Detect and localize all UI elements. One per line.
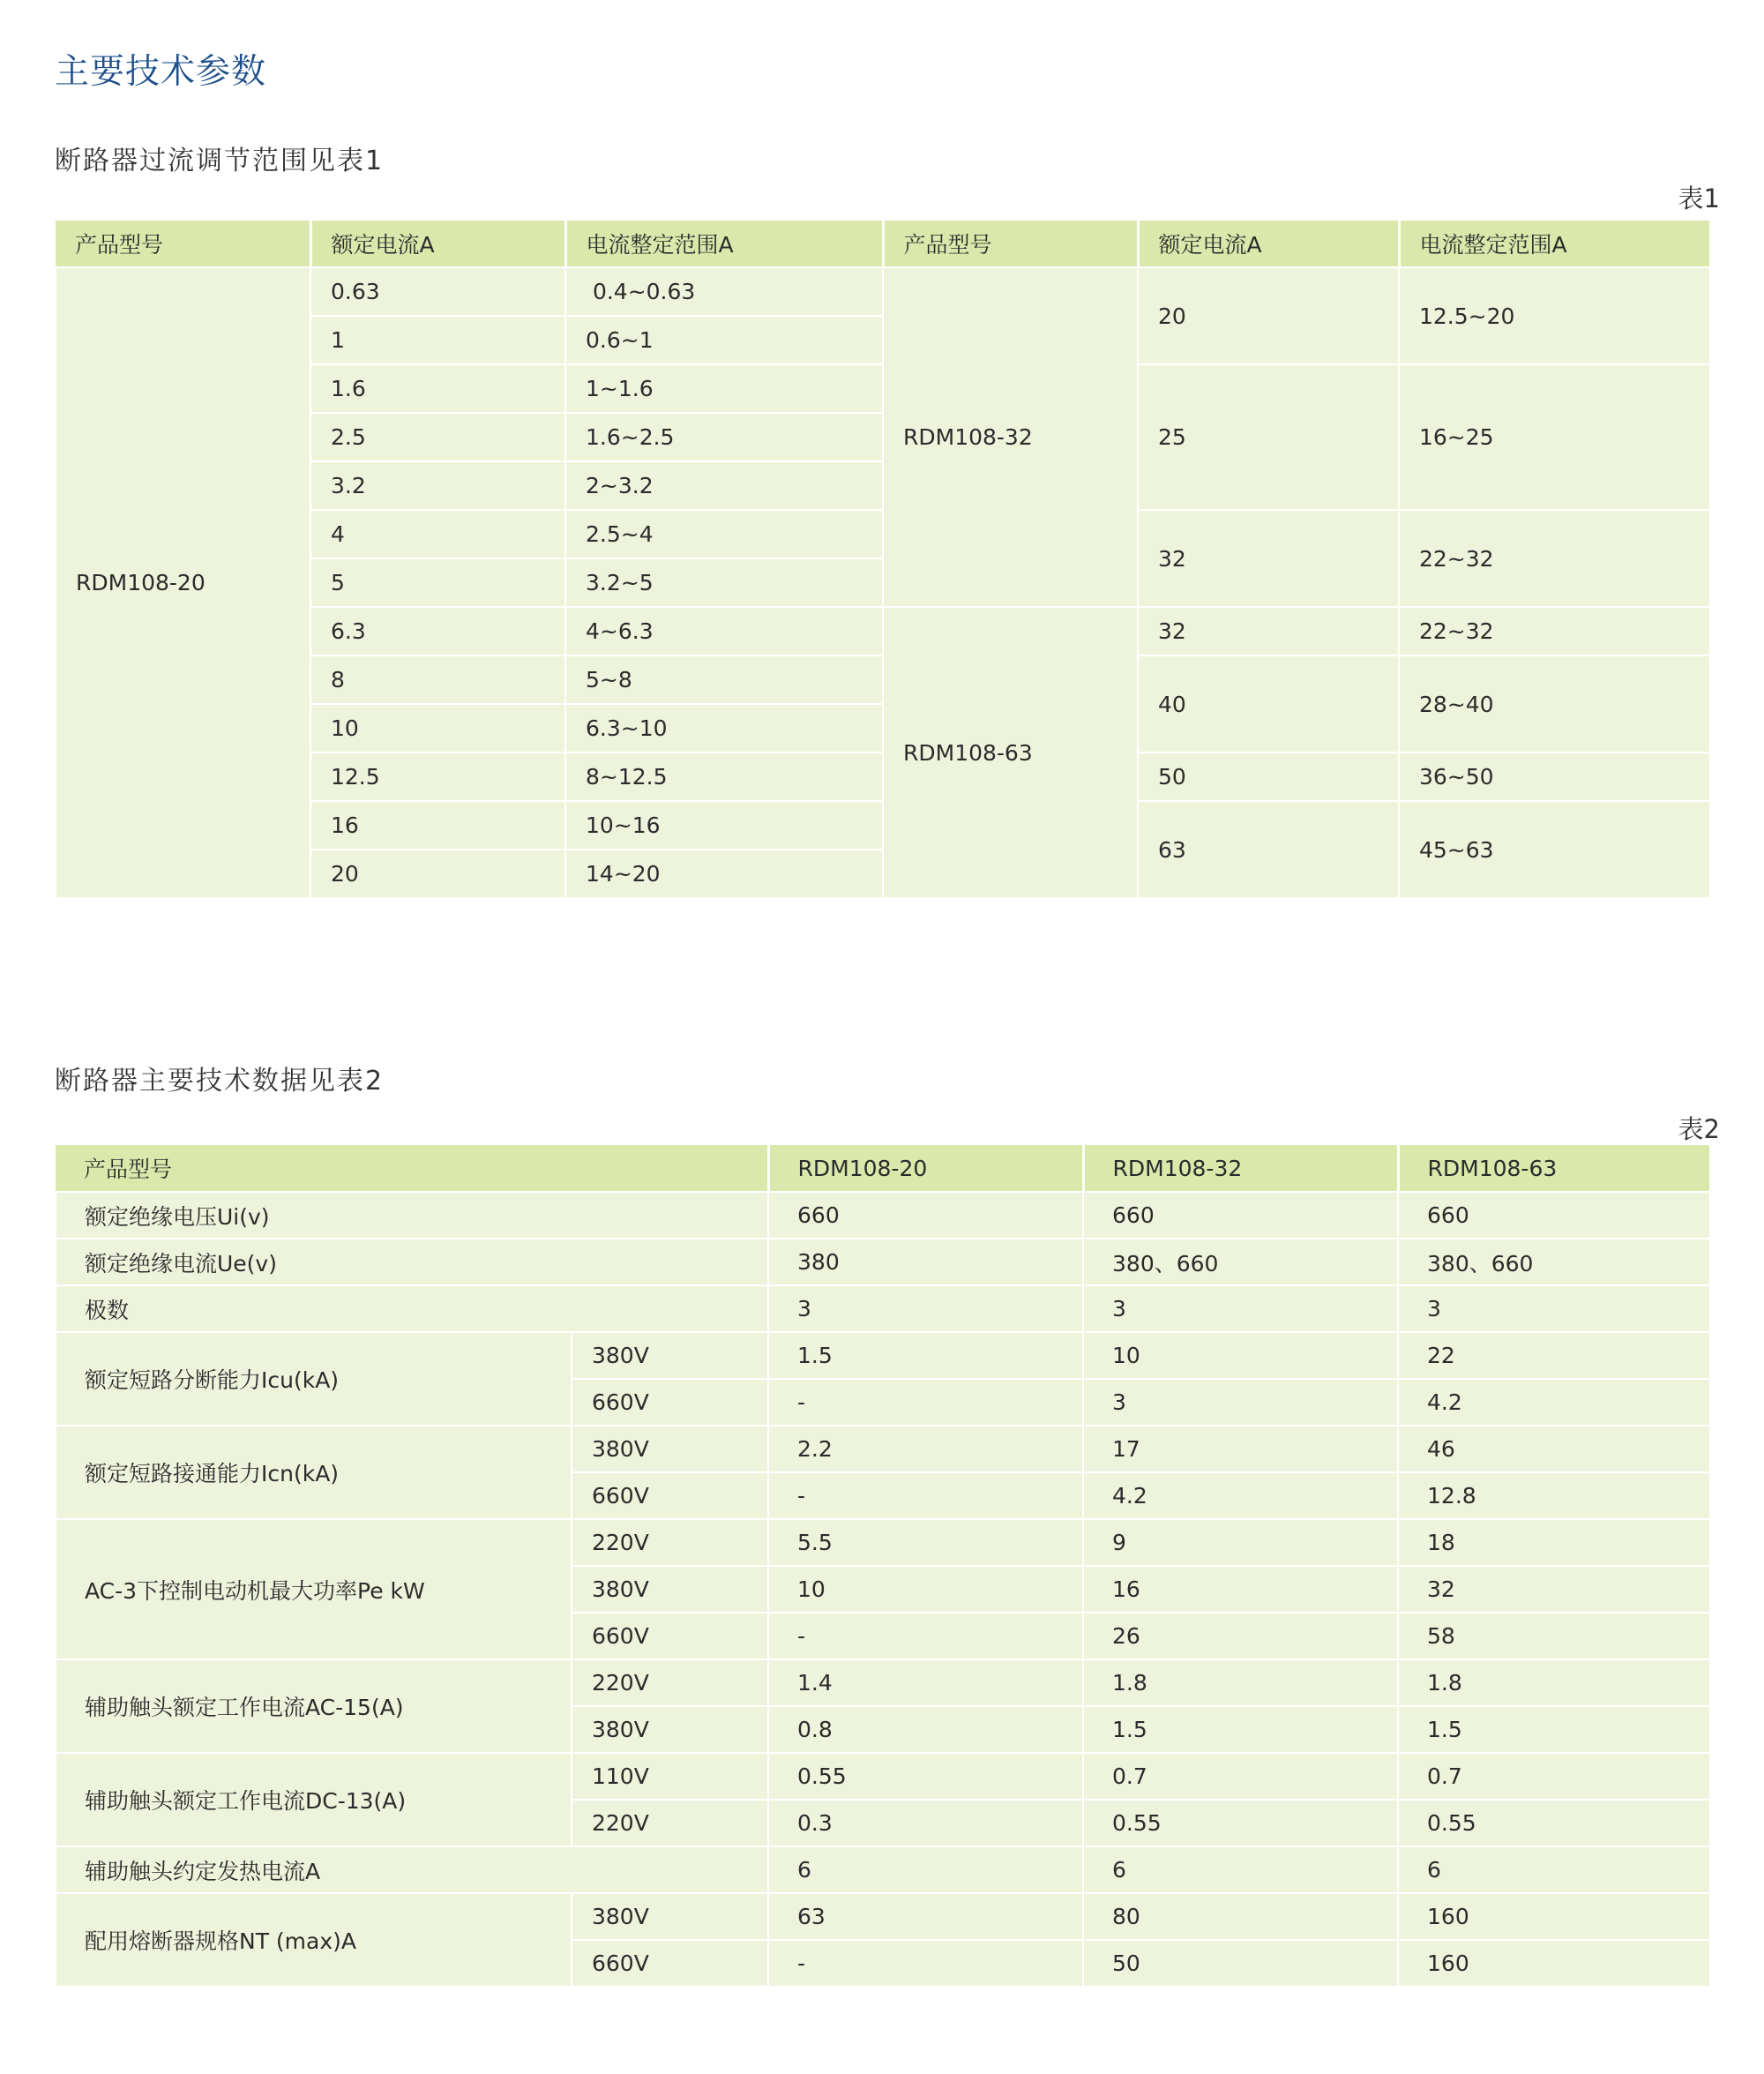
value-cell: -: [768, 1472, 1083, 1519]
table1-label: 表1: [1678, 183, 1720, 213]
value-cell: 160: [1398, 1940, 1710, 1987]
model-cell: RDM108-32: [883, 267, 1138, 607]
model-cell: RDM108-20: [56, 267, 310, 898]
param-label: 辅助触头额定工作电流DC-13(A): [56, 1753, 572, 1846]
value-cell: 1.8: [1083, 1659, 1398, 1706]
value-cell: 660: [1083, 1192, 1398, 1239]
value-cell: 10: [1083, 1332, 1398, 1379]
value-cell: 63: [768, 1893, 1083, 1940]
current-cell: 5: [310, 558, 565, 607]
param-label: 额定绝缘电压Ui(v): [56, 1192, 768, 1239]
value-cell: 80: [1083, 1893, 1398, 1940]
voltage-cell: 380V: [572, 1566, 768, 1613]
value-cell: 1.5: [768, 1332, 1083, 1379]
value-cell: 4.2: [1398, 1379, 1710, 1426]
value-cell: 0.3: [768, 1800, 1083, 1846]
value-cell: -: [768, 1940, 1083, 1987]
value-cell: 17: [1083, 1426, 1398, 1472]
current-cell: 20: [310, 850, 565, 898]
value-cell: 1.5: [1083, 1706, 1398, 1753]
current-cell: 63: [1138, 801, 1399, 898]
current-cell: 32: [1138, 607, 1399, 655]
voltage-cell: 660V: [572, 1472, 768, 1519]
value-cell: 0.55: [768, 1753, 1083, 1800]
current-cell: 16: [310, 801, 565, 850]
range-cell: 22~32: [1399, 607, 1710, 655]
table-row: [56, 1659, 1710, 1706]
value-cell: 6: [1083, 1846, 1398, 1893]
range-cell: 14~20: [565, 850, 883, 898]
value-cell: 9: [1083, 1519, 1398, 1566]
value-cell: 16: [1083, 1566, 1398, 1613]
voltage-cell: 380V: [572, 1706, 768, 1753]
value-cell: 0.55: [1083, 1800, 1398, 1846]
header-model: 产品型号: [883, 221, 1138, 267]
value-cell: 1.8: [1398, 1659, 1710, 1706]
value-cell: 1.4: [768, 1659, 1083, 1706]
current-cell: 40: [1138, 655, 1399, 752]
value-cell: 32: [1398, 1566, 1710, 1613]
value-cell: 22: [1398, 1332, 1710, 1379]
header-model-20: RDM108-20: [768, 1145, 1083, 1192]
current-cell: 8: [310, 655, 565, 704]
value-cell: 160: [1398, 1893, 1710, 1940]
range-cell: 45~63: [1399, 801, 1710, 898]
value-cell: 46: [1398, 1426, 1710, 1472]
param-label: 额定短路接通能力Icn(kA): [56, 1426, 572, 1519]
current-cell: 1.6: [310, 364, 565, 413]
range-cell: 3.2~5: [565, 558, 883, 607]
param-label: 辅助触头约定发热电流A: [56, 1846, 768, 1893]
value-cell: 6: [768, 1846, 1083, 1893]
range-cell: 2~3.2: [565, 461, 883, 510]
table-row: [56, 1426, 1710, 1472]
value-cell: 380、660: [1083, 1239, 1398, 1285]
value-cell: 380: [768, 1239, 1083, 1285]
range-cell: 22~32: [1399, 510, 1710, 607]
header-rated-current: 额定电流A: [1138, 221, 1399, 267]
technical-data-table: [55, 1145, 1712, 1988]
current-cell: 50: [1138, 752, 1399, 801]
table-row: [56, 1753, 1710, 1800]
current-cell: 6.3: [310, 607, 565, 655]
voltage-cell: 220V: [572, 1659, 768, 1706]
current-cell: 25: [1138, 364, 1399, 510]
value-cell: 12.8: [1398, 1472, 1710, 1519]
range-cell: 1.6~2.5: [565, 413, 883, 461]
table-header-row: [56, 221, 1710, 267]
table-row: [56, 267, 1710, 316]
overcurrent-range-table: [55, 221, 1712, 899]
header-rated-current: 额定电流A: [310, 221, 565, 267]
value-cell: 50: [1083, 1940, 1398, 1987]
voltage-cell: 380V: [572, 1426, 768, 1472]
range-cell: 1~1.6: [565, 364, 883, 413]
current-cell: 10: [310, 704, 565, 752]
table-row: [56, 1192, 1710, 1239]
section1-title: 断路器过流调节范围见表1: [55, 146, 385, 176]
voltage-cell: 380V: [572, 1332, 768, 1379]
value-cell: 6: [1398, 1846, 1710, 1893]
header-setting-range: 电流整定范围A: [565, 221, 883, 267]
page-title: 主要技术参数: [55, 52, 267, 92]
value-cell: 18: [1398, 1519, 1710, 1566]
table-row: [56, 1846, 1710, 1893]
value-cell: 1.5: [1398, 1706, 1710, 1753]
value-cell: 3: [1083, 1285, 1398, 1332]
value-cell: 10: [768, 1566, 1083, 1613]
table-row: [56, 1285, 1710, 1332]
voltage-cell: 220V: [572, 1519, 768, 1566]
table-header-row: [56, 1145, 1710, 1192]
range-cell: 36~50: [1399, 752, 1710, 801]
header-model-32: RDM108-32: [1083, 1145, 1398, 1192]
value-cell: 380、660: [1398, 1239, 1710, 1285]
range-cell: 2.5~4: [565, 510, 883, 558]
range-cell: 4~6.3: [565, 607, 883, 655]
header-setting-range: 电流整定范围A: [1399, 221, 1710, 267]
range-cell: 8~12.5: [565, 752, 883, 801]
param-label: 额定绝缘电流Ue(v): [56, 1239, 768, 1285]
range-cell: 16~25: [1399, 364, 1710, 510]
table-row: [56, 1893, 1710, 1940]
value-cell: 2.2: [768, 1426, 1083, 1472]
range-cell: 6.3~10: [565, 704, 883, 752]
value-cell: 4.2: [1083, 1472, 1398, 1519]
value-cell: 0.8: [768, 1706, 1083, 1753]
value-cell: 26: [1083, 1613, 1398, 1659]
current-cell: 32: [1138, 510, 1399, 607]
voltage-cell: 380V: [572, 1893, 768, 1940]
value-cell: 3: [768, 1285, 1083, 1332]
table-row: [56, 1519, 1710, 1566]
section2-title: 断路器主要技术数据见表2: [55, 1066, 385, 1097]
current-cell: 12.5: [310, 752, 565, 801]
value-cell: 0.55: [1398, 1800, 1710, 1846]
voltage-cell: 110V: [572, 1753, 768, 1800]
value-cell: 3: [1398, 1285, 1710, 1332]
value-cell: 5.5: [768, 1519, 1083, 1566]
current-cell: 4: [310, 510, 565, 558]
header-model: 产品型号: [56, 221, 310, 267]
range-cell: 5~8: [565, 655, 883, 704]
model-cell: RDM108-63: [883, 607, 1138, 898]
current-cell: 0.63: [310, 267, 565, 316]
value-cell: -: [768, 1613, 1083, 1659]
table-row: [56, 1239, 1710, 1285]
value-cell: 660: [768, 1192, 1083, 1239]
table-row: [56, 1332, 1710, 1379]
current-cell: 2.5: [310, 413, 565, 461]
param-label: 额定短路分断能力Icu(kA): [56, 1332, 572, 1426]
header-param: 产品型号: [56, 1145, 768, 1192]
range-cell: 0.4~0.63: [565, 267, 883, 316]
current-cell: 1: [310, 316, 565, 364]
param-label: 配用熔断器规格NT (max)A: [56, 1893, 572, 1987]
param-label: 极数: [56, 1285, 768, 1332]
range-cell: 0.6~1: [565, 316, 883, 364]
value-cell: 58: [1398, 1613, 1710, 1659]
current-cell: 3.2: [310, 461, 565, 510]
value-cell: -: [768, 1379, 1083, 1426]
voltage-cell: 660V: [572, 1940, 768, 1987]
param-label: AC-3下控制电动机最大功率Pe kW: [56, 1519, 572, 1659]
header-model-63: RDM108-63: [1398, 1145, 1710, 1192]
value-cell: 3: [1083, 1379, 1398, 1426]
voltage-cell: 220V: [572, 1800, 768, 1846]
value-cell: 660: [1398, 1192, 1710, 1239]
range-cell: 12.5~20: [1399, 267, 1710, 364]
value-cell: 0.7: [1398, 1753, 1710, 1800]
range-cell: 28~40: [1399, 655, 1710, 752]
range-cell: 10~16: [565, 801, 883, 850]
value-cell: 0.7: [1083, 1753, 1398, 1800]
param-label: 辅助触头额定工作电流AC-15(A): [56, 1659, 572, 1753]
voltage-cell: 660V: [572, 1613, 768, 1659]
voltage-cell: 660V: [572, 1379, 768, 1426]
current-cell: 20: [1138, 267, 1399, 364]
table2-label: 表2: [1678, 1114, 1720, 1144]
